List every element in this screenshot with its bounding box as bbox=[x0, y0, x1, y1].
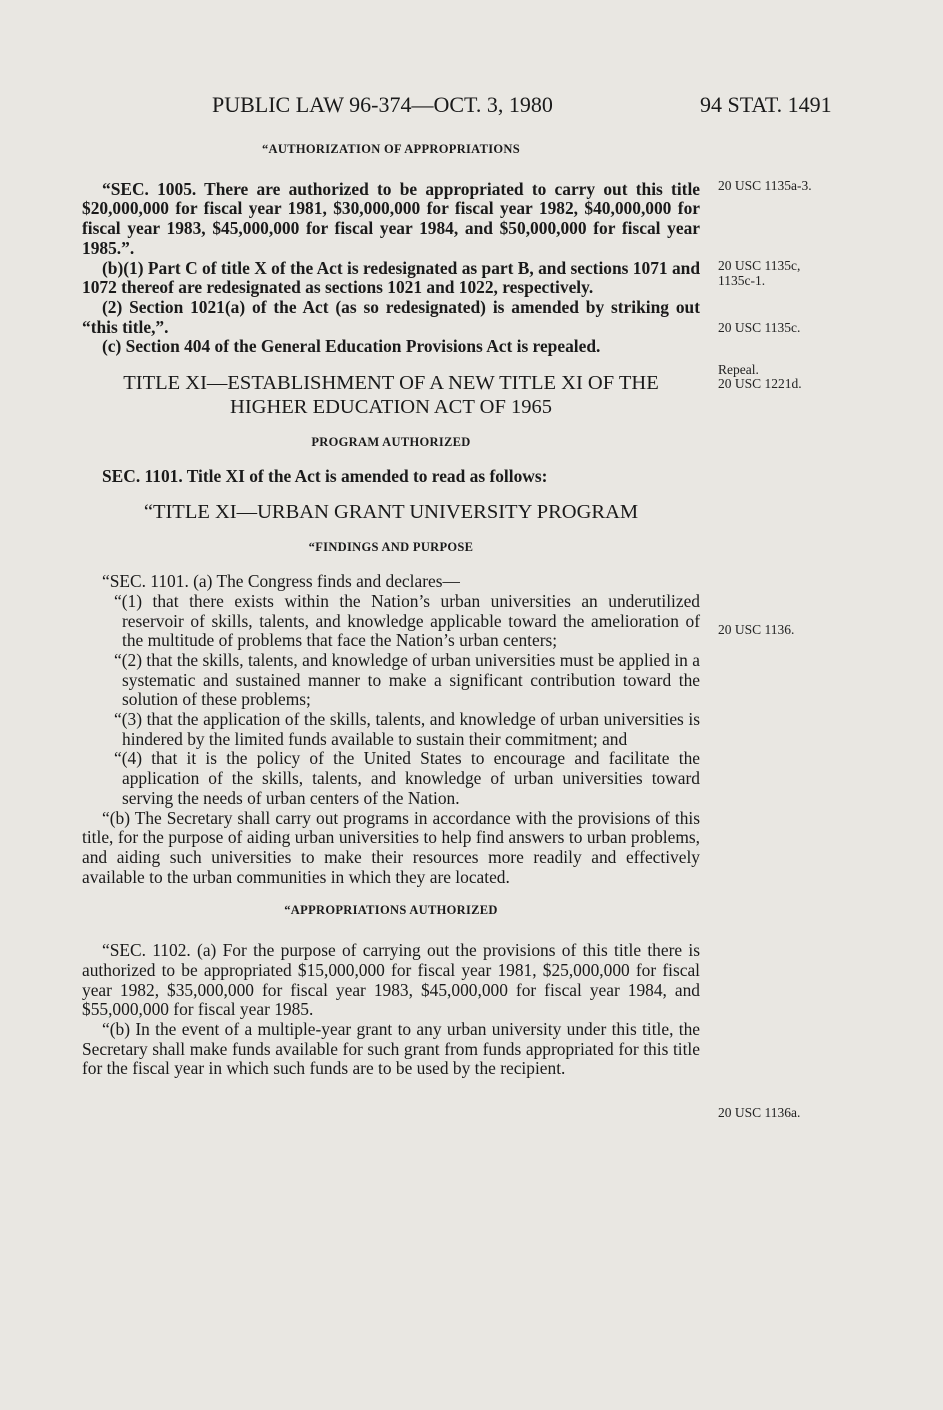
stat-citation: 94 STAT. 1491 bbox=[700, 92, 832, 117]
margin-note-1136: 20 USC 1136. bbox=[718, 622, 795, 637]
margin-note-1135a-3: 20 USC 1135a-3. bbox=[718, 178, 812, 193]
margin-note-1135c-a: 20 USC 1135c, bbox=[718, 258, 801, 273]
sec-1101a: “SEC. 1101. (a) The Congress finds and declares— bbox=[102, 571, 460, 592]
subsection-b2: (2) Section 1021(a) of the Act (as so redesignated) is amended by striking out “this title,”. bbox=[82, 296, 700, 337]
title-xi-urban-heading: “TITLE XI—URBAN GRANT UNIVERSITY PROGRAM bbox=[143, 501, 639, 524]
finding-2: “(2) that the skills, talents, and knowledge of urban universities must be applied in a systematic and sustained manner to make a significant contribution toward the solution of these problems; bbox=[114, 649, 700, 710]
subsection-b1: (b)(1) Part C of title X of the Act is redesignated as part B, and sections 1071 and 1072 thereof are redesignated as sections 1021 and 1022, respectively. bbox=[82, 257, 700, 298]
finding-3: “(3) that the application of the skills, talents, and knowledge of urban universities is hindered by the limited funds available to sustain their commitment; and bbox=[114, 709, 700, 749]
heading-program-authorized: PROGRAM AUTHORIZED bbox=[311, 435, 471, 450]
sec-1102b: “(b) In the event of a multiple-year grant to any urban university under this title, the Secretary shall make funds available for such grant from funds appropriated for this title for the fiscal year in which such funds are to be used by the recipient. bbox=[82, 1018, 700, 1079]
heading-authorization: “AUTHORIZATION OF APPROPRIATIONS bbox=[261, 142, 520, 156]
title-xi-heading-line2: HIGHER EDUCATION ACT OF 1965 bbox=[230, 396, 552, 419]
page-header bbox=[0, 92, 943, 122]
purpose-b: “(b) The Secretary shall carry out programs in accordance with the provisions of this title, for the purpose of aiding urban universities to help find answers to urban problems, and aiding such universities to make their resources more readily and effectively available to the urban communities in which they are located. bbox=[82, 807, 700, 887]
heading-appropriations: “APPROPRIATIONS AUTHORIZED bbox=[284, 903, 498, 918]
margin-note-1135c: 20 USC 1135c. bbox=[718, 320, 801, 335]
public-law-title: PUBLIC LAW 96-374—OCT. 3, 1980 bbox=[212, 92, 553, 117]
sec-1102a: “SEC. 1102. (a) For the purpose of carrying out the provisions of this title there is authorized to be appropriated $15,000,000 for fiscal year 1981, $25,000,000 for fiscal year 1982, $35,000,000 for fiscal year 1983, $45,000,000 for fiscal year 1984, and $55,000,000 for fiscal year 1985. bbox=[82, 940, 700, 1020]
sec-1005-paragraph: “SEC. 1005. There are authorized to be appropriated to carry out this title $20,000,000 for fiscal year 1981, $30,000,000 for fiscal year 1982, $40,000,000 for fiscal year 1983, $45,000,000 for fiscal year 1984, and $50,000,000 for fiscal year 1985.”. bbox=[82, 178, 700, 258]
subsection-c: (c) Section 404 of the General Education Provisions Act is repealed. bbox=[102, 336, 601, 357]
sec-1101-intro: SEC. 1101. Title XI of the Act is amended to read as follows: bbox=[102, 465, 548, 486]
margin-note-1221d: 20 USC 1221d. bbox=[718, 376, 802, 391]
finding-1: “(1) that there exists within the Nation’s urban universities an underutilized reservoir of skills, talents, and knowledge applicable toward the amelioration of the multitude of problems that face the Nation’s urban centers; bbox=[114, 590, 700, 651]
document-body bbox=[82, 140, 700, 1079]
margin-note-1136a: 20 USC 1136a. bbox=[718, 1105, 801, 1120]
finding-4: “(4) that it is the policy of the United States to encourage and facilitate the application of the skills, talents, and knowledge of urban universities toward serving the needs of urban centers of the Nation. bbox=[114, 748, 700, 808]
margin-note-repeal: Repeal. bbox=[718, 362, 759, 377]
title-xi-heading-line1: TITLE XI—ESTABLISHMENT OF A NEW TITLE XI OF THE bbox=[123, 372, 659, 395]
heading-findings: “FINDINGS AND PURPOSE bbox=[308, 540, 474, 555]
margin-note-1135c-b: 1135c-1. bbox=[718, 273, 766, 288]
